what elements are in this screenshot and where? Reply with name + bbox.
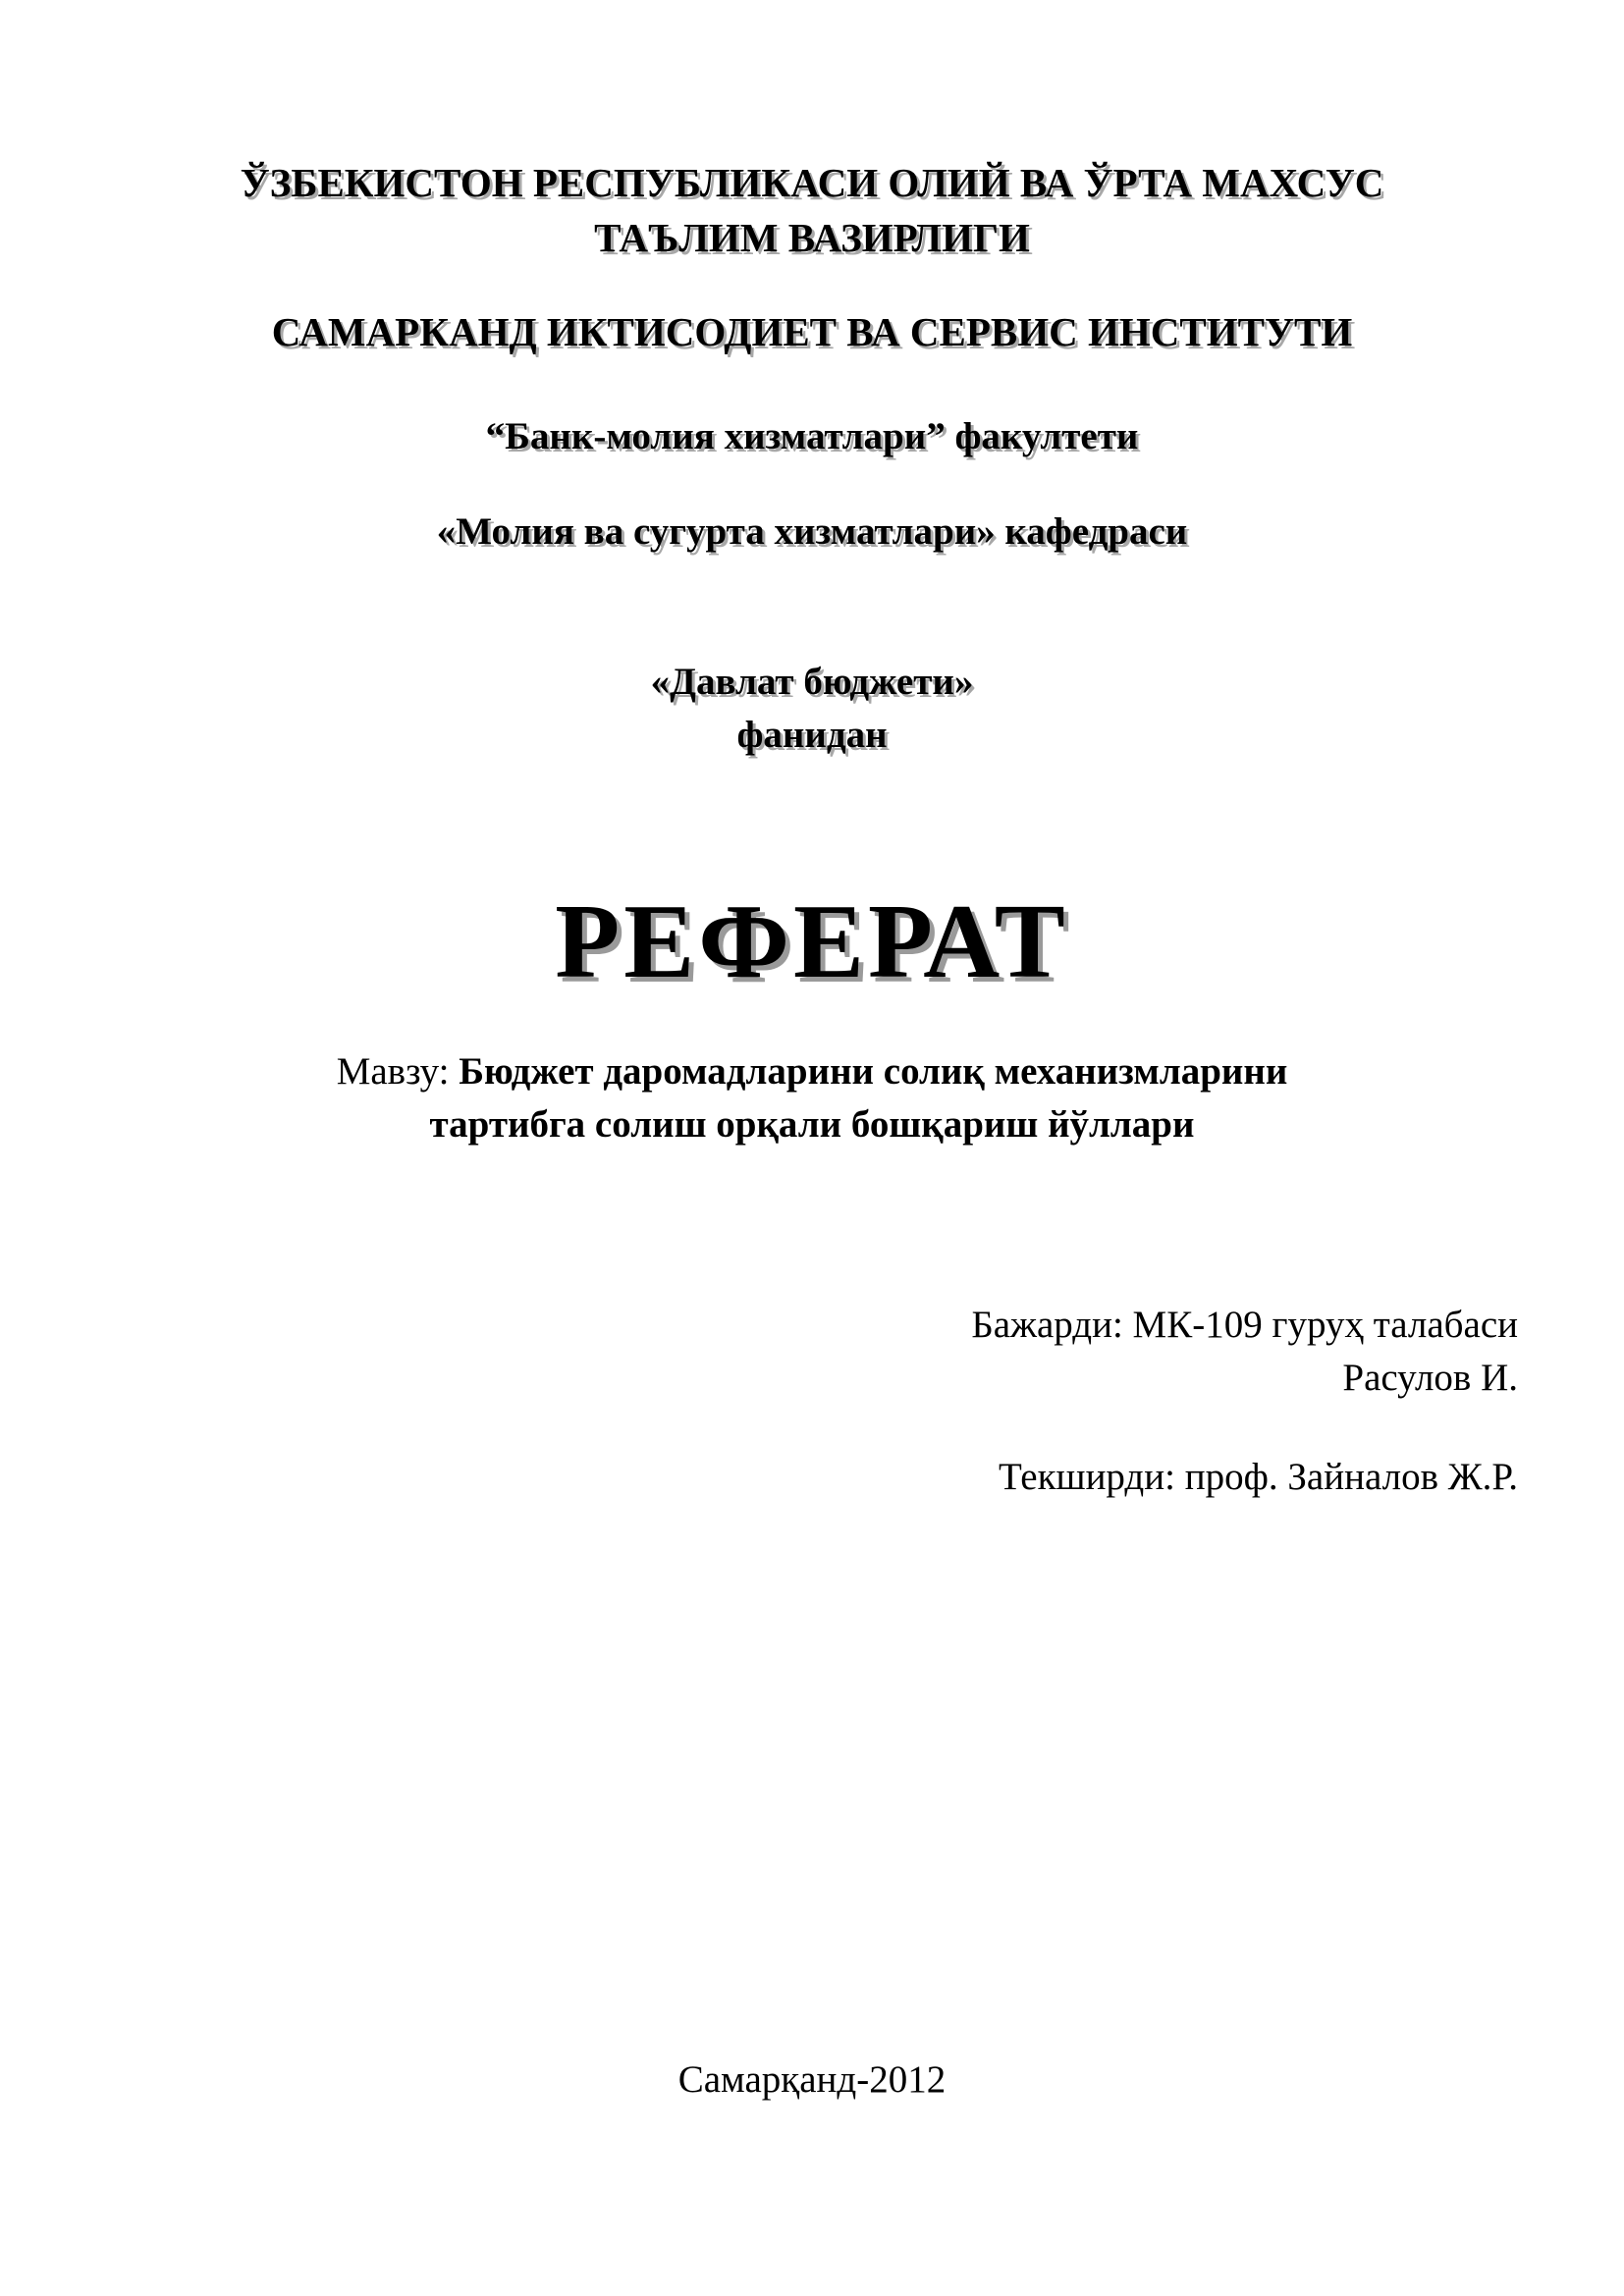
ministry-line-2: ТАЪЛИМ ВАЗИРЛИГИ: [594, 215, 1030, 260]
department-heading: «Молия ва сугурта хизматлари» кафедраси: [436, 510, 1188, 553]
city-year: Самарқанд-2012: [677, 2058, 947, 2101]
subject-heading: [0, 656, 1624, 762]
document-title: РЕФЕРАТ: [555, 883, 1069, 1000]
performed-by: [971, 1299, 1518, 1405]
subject-line-2: фанидан: [736, 714, 888, 756]
topic-text-1: Бюджет даромадларини солиқ механизмларини: [459, 1050, 1288, 1093]
subject-line-1: «Давлат бюджети»: [650, 661, 974, 703]
topic-label: Мавзу:: [336, 1050, 460, 1093]
topic-line-1: [0, 1045, 1624, 1098]
ministry-line-1: ЎЗБЕКИСТОН РЕСПУБЛИКАСИ ОЛИЙ ВА ЎРТА МАХСУС: [240, 160, 1384, 205]
ministry-heading: [0, 155, 1624, 265]
faculty-heading: “Банк-молия хизматлари” факултети: [485, 415, 1139, 457]
performed-by-line-1: Бажарди: МК-109 гуруҳ талабаси: [971, 1304, 1518, 1346]
topic-text-2: тартибга солиш орқали бошқариш йўллари: [429, 1103, 1195, 1146]
performed-by-line-2: Расулов И.: [1342, 1357, 1518, 1399]
institute-heading: САМАРКАНД ИКТИСОДИЕТ ВА СЕРВИС ИНСТИТУТИ: [271, 309, 1353, 354]
checked-by: Текширди: проф. Зайналов Ж.Р.: [998, 1456, 1518, 1498]
topic-block: [0, 1045, 1624, 1151]
